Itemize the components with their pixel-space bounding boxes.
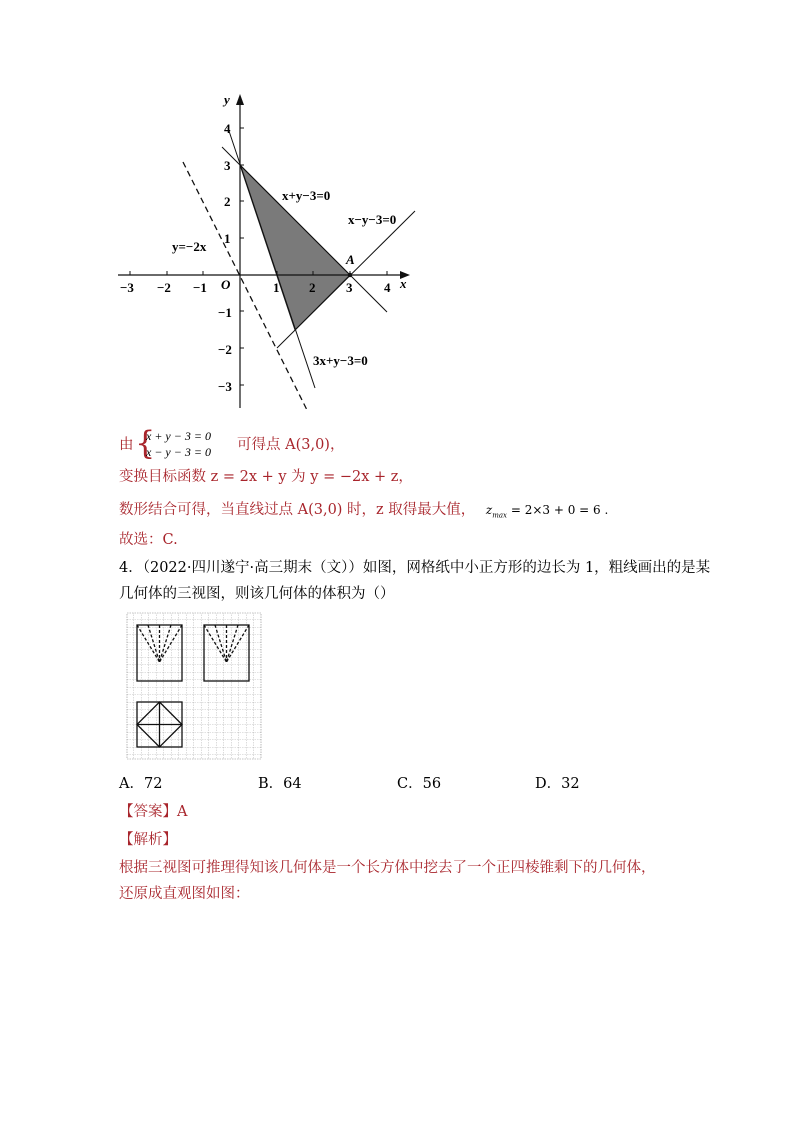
y-tick-label: 1 — [224, 231, 231, 246]
y-tick-label: −1 — [218, 305, 232, 320]
line-label-l4: 3x+y−3=0 — [313, 353, 368, 368]
x-tick-label: 4 — [384, 280, 391, 295]
point-a-dot — [348, 273, 352, 277]
analysis-line-1: 根据三视图可推理得知该几何体是一个长方体中挖去了一个正四棱锥剩下的几何体， — [119, 860, 656, 876]
x-tick-label: −3 — [120, 280, 134, 295]
answer-label: 【答案】A — [119, 804, 188, 820]
x-tick-label: 2 — [309, 280, 316, 295]
question-4-line-2: 几何体的三视图，则该几何体的体积为（） — [119, 586, 395, 602]
line-label-l3: y=−2x — [172, 239, 207, 254]
x-tick-label: 3 — [346, 280, 353, 295]
option-a[interactable]: A．72 — [119, 776, 163, 792]
z-max-formula: $z_{max} = 2\times 3 + 0 = 6$ . — [485, 503, 609, 520]
y-tick-label: 4 — [224, 121, 231, 136]
y-tick-label: 3 — [224, 158, 231, 173]
linear-programming-graph — [110, 88, 430, 413]
option-b[interactable]: B．64 — [258, 776, 302, 792]
solution-line-4: 故选：C. — [119, 532, 178, 548]
axis-x-label: x — [400, 276, 407, 291]
x-tick-label: −2 — [157, 280, 171, 295]
system-eq-2: x − y − 3 = 0 — [146, 445, 211, 459]
analysis-label: 【解析】 — [119, 832, 177, 848]
x-tick-label: −1 — [193, 280, 207, 295]
system-eq-1: x + y − 3 = 0 — [146, 429, 211, 443]
y-tick-label: 2 — [224, 194, 231, 209]
origin-label: O — [221, 277, 231, 292]
analysis-line-2: 还原成直观图如图： — [119, 886, 250, 902]
line-label-l2: x−y−3=0 — [348, 212, 397, 227]
axis-y-label: y — [224, 92, 230, 107]
option-c[interactable]: C．56 — [397, 776, 442, 792]
y-axis-arrow — [236, 94, 244, 105]
grid-paper — [127, 613, 261, 759]
solution-line-2: 变换目标函数 z = 2x + y 为 y = −2x + z， — [119, 469, 413, 485]
point-a-label: A — [346, 252, 355, 267]
option-d[interactable]: D．32 — [535, 776, 580, 792]
solution-line-3: 数形结合可得，当直线过点 A(3,0) 时，z 取得最大值， $z_{max} = 2\times 3 + 0 = 6$ . — [119, 502, 609, 520]
system-brace: { — [135, 424, 156, 462]
y-tick-label: −2 — [218, 342, 232, 357]
x-tick-label: 1 — [273, 280, 280, 295]
line-label-l1: x+y−3=0 — [282, 188, 331, 203]
y-tick-label: −3 — [218, 379, 232, 394]
question-4-line-1: 4．（2022·四川遂宁·高三期末（文））如图，网格纸中小正方形的边长为 1，粗线画出的是某 — [119, 560, 711, 576]
three-view-figure — [126, 612, 262, 760]
